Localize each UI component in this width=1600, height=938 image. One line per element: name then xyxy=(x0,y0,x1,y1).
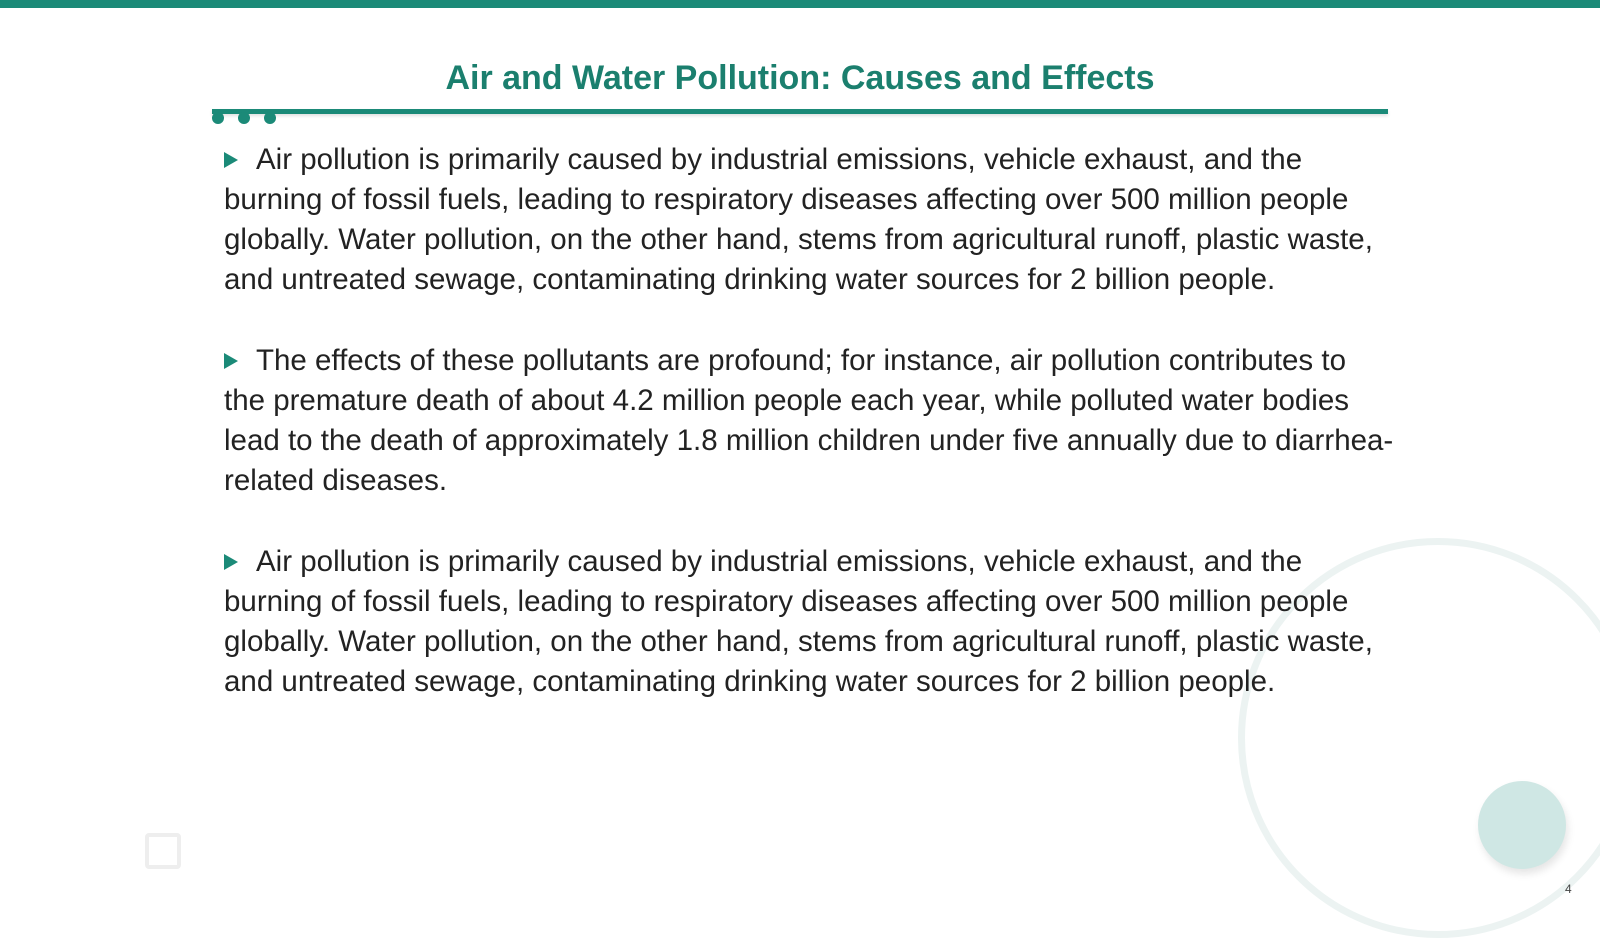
bullet-text: Air pollution is primarily caused by industrial emissions, vehicle exhaust, and the burning of fossil fuels, leading to respiratory diseases affecting over 500 million people globally. Water pollution, on the other hand, stems from agricultural runoff, plastic waste, and untreated sewage, contaminating drinking water sources for 2 billion people. xyxy=(224,545,1373,698)
title-underline xyxy=(212,109,1388,114)
page-number: 4 xyxy=(1565,882,1572,896)
bullet-item xyxy=(224,140,1394,300)
underline-dot xyxy=(212,112,224,124)
triangle-right-icon xyxy=(224,353,238,369)
bullet-item xyxy=(224,542,1394,702)
top-accent-bar xyxy=(0,0,1600,8)
decorative-circle xyxy=(1478,781,1566,869)
decorative-square xyxy=(145,833,181,869)
bullet-item xyxy=(224,341,1394,501)
slide-title: Air and Water Pollution: Causes and Effects xyxy=(445,59,1155,97)
triangle-right-icon xyxy=(224,554,238,570)
bullet-list xyxy=(224,140,1394,743)
underline-dot xyxy=(238,112,250,124)
bullet-text: The effects of these pollutants are profound; for instance, air pollution contributes to the premature death of about 4.2 million people each year, while polluted water bodies lead to the death of approximately 1.8 million children under five annually due to diarrhea-related diseases. xyxy=(224,344,1394,497)
triangle-right-icon xyxy=(224,152,238,168)
bullet-text: Air pollution is primarily caused by industrial emissions, vehicle exhaust, and the burning of fossil fuels, leading to respiratory diseases affecting over 500 million people globally. Water pollution, on the other hand, stems from agricultural runoff, plastic waste, and untreated sewage, contaminating drinking water sources for 2 billion people. xyxy=(224,143,1373,296)
underline-dot xyxy=(264,112,276,124)
